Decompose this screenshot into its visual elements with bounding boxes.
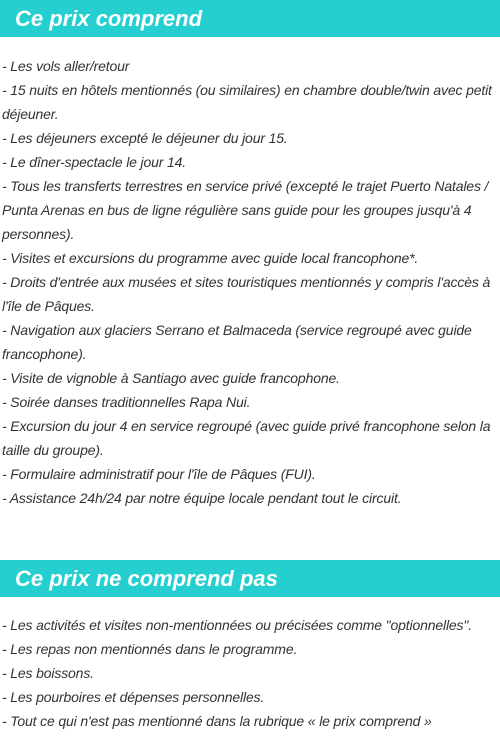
list-item: - Assistance 24h/24 par notre équipe locale pendant tout le circuit. — [2, 490, 402, 506]
list-item: - Visites et excursions du programme avec guide local francophone*. — [2, 250, 419, 266]
list-item: - Visite de vignoble à Santiago avec guide francophone. — [2, 370, 340, 386]
list-item: - Navigation aux glaciers Serrano et Balmaceda (service regroupé avec guide francophone). — [2, 322, 472, 362]
list-item: - Tous les transferts terrestres en service privé (excepté le trajet Puerto Natales / Punta Arenas en bus de ligne régulière sans guide pour les groupes jusqu'à 4 personnes). — [2, 178, 489, 242]
list-item: - Les déjeuners excepté le déjeuner du jour 15. — [2, 130, 288, 146]
list-item: - Les activités et visites non-mentionnées ou précisées comme "optionnelles". — [2, 617, 472, 633]
list-item: - 15 nuits en hôtels mentionnés (ou similaires) en chambre double/twin avec petit déjeuner. — [2, 82, 492, 122]
list-item: - Excursion du jour 4 en service regroupé (avec guide privé francophone selon la taille du groupe). — [2, 418, 491, 458]
list-item: - Le dîner-spectacle le jour 14. — [2, 154, 187, 170]
list-item: - Les pourboires et dépenses personnelles. — [2, 689, 265, 705]
excluded-section-title: Ce prix ne comprend pas — [15, 565, 278, 591]
list-item: - Les vols aller/retour — [2, 58, 130, 74]
list-item: - Tout ce qui n'est pas mentionné dans la rubrique « le prix comprend » — [2, 713, 432, 729]
excluded-section-header — [0, 560, 500, 597]
list-item: - Les boissons. — [2, 665, 94, 681]
list-item: - Droits d'entrée aux musées et sites touristiques mentionnés y compris l'accès à l'île de Pâques. — [2, 274, 491, 314]
excluded-items-list — [0, 613, 500, 733]
included-section-header — [0, 0, 500, 37]
list-item: - Formulaire administratif pour l'île de Pâques (FUI). — [2, 466, 316, 482]
included-section-title: Ce prix comprend — [15, 5, 203, 31]
list-item: - Soirée danses traditionnelles Rapa Nui. — [2, 394, 251, 410]
list-item: - Les repas non mentionnés dans le programme. — [2, 641, 298, 657]
included-items-list — [0, 54, 500, 510]
